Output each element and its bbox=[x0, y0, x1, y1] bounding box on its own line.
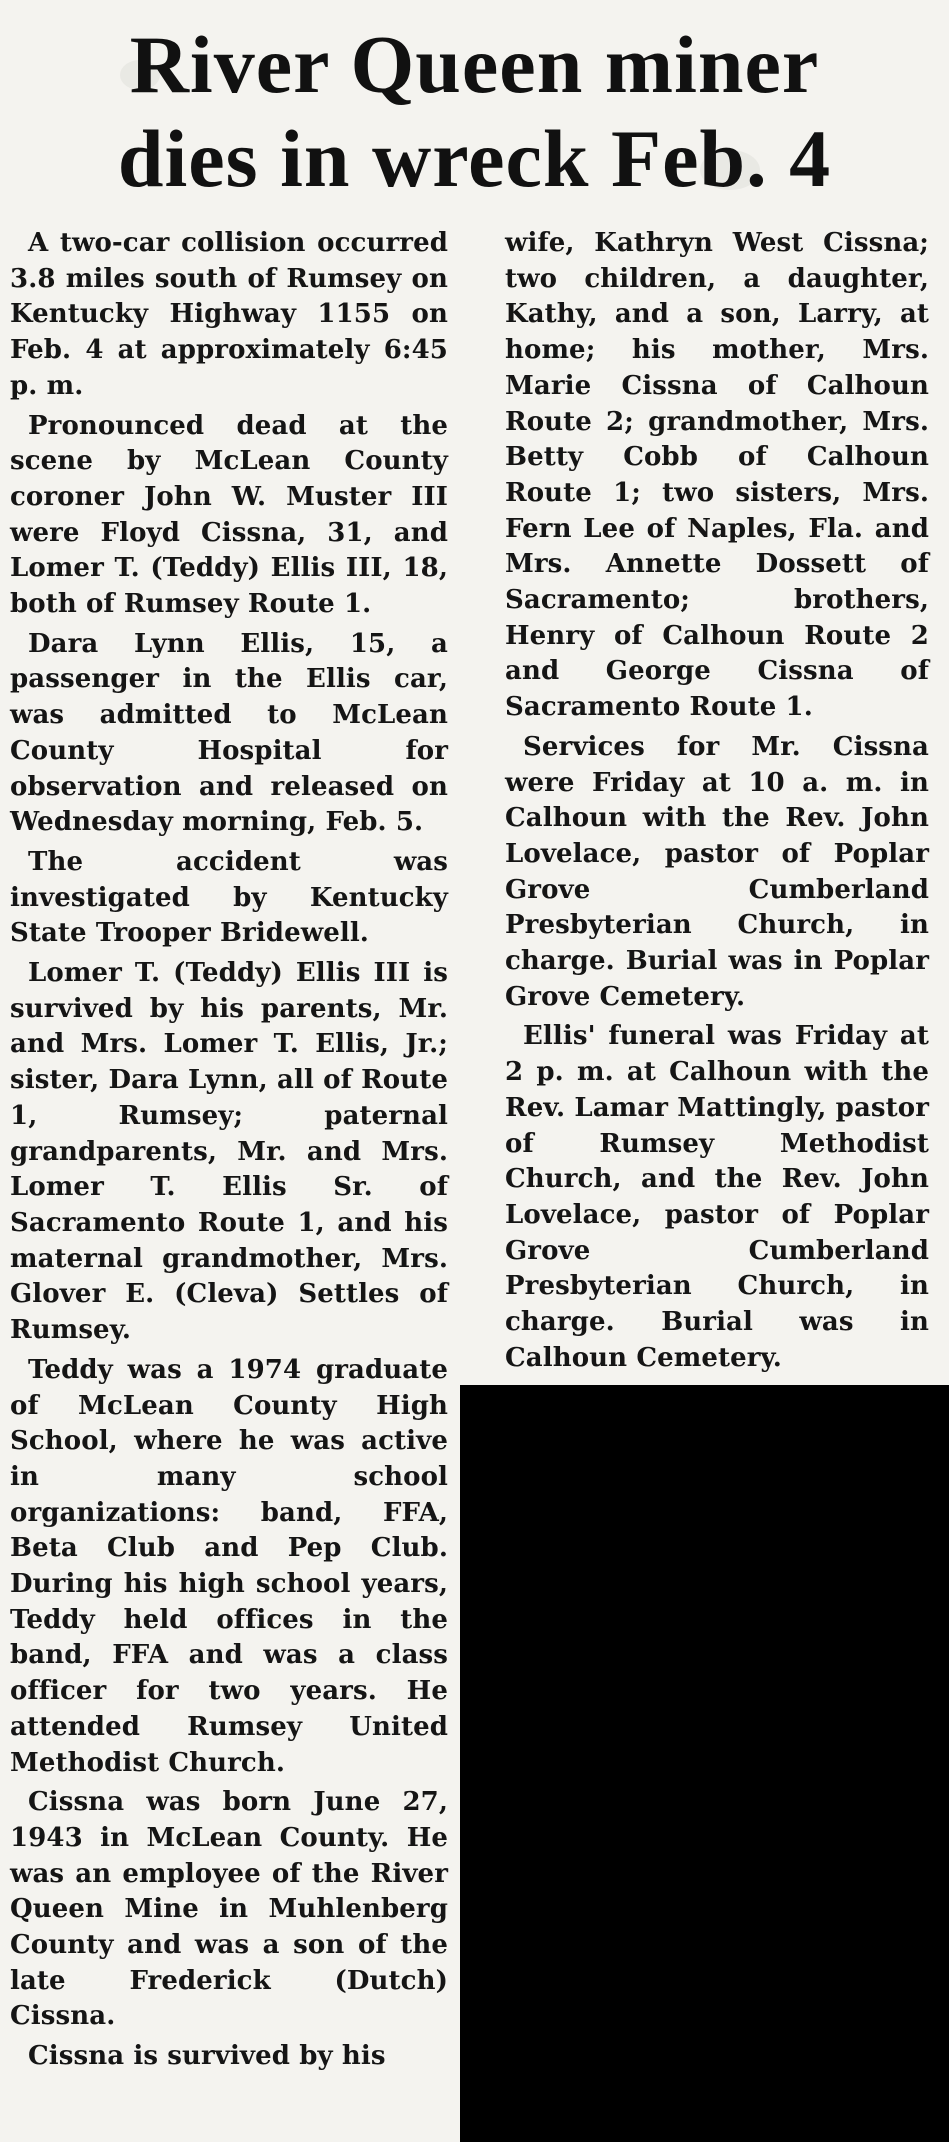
article-paragraph: Teddy was a 1974 graduate of McLean County High School, where he was active in many school organizations: band, FFA, Beta Club and Pep Club. During his high school years, Teddy held offices in the band, FFA and was a class officer for two years. He attended Rumsey United Methodist Church. bbox=[10, 1354, 448, 1778]
article-paragraph: Pronounced dead at the scene by McLean County coroner John W. Muster III were Floyd Cissna, 31, and Lomer T. (Teddy) Ellis III, 18, both of Rumsey Route 1. bbox=[10, 410, 448, 620]
headline bbox=[0, 18, 949, 206]
article-paragraph-continuation: wife, Kathryn West Cissna; two children, a daughter, Kathy, and a son, Larry, at home; his mother, Mrs. Marie Cissna of Calhoun Route 2; grandmother, Mrs. Betty Cobb of Calhoun Route 1; two sisters, Mrs. Fern Lee of Naples, Fla. and Mrs. Annette Dossett of Sacramento; brothers, Henry of Calhoun Route 2 and George Cissna of Sacramento Route 1. bbox=[505, 228, 929, 723]
article-paragraph: A two-car collision occurred 3.8 miles south of Rumsey on Kentucky Highway 1155 on Feb. 4 at approximately 6:45 p. m. bbox=[10, 228, 448, 401]
article-paragraph: The accident was investigated by Kentucky State Trooper Bridewell. bbox=[10, 846, 448, 949]
article-paragraph: Cissna was born June 27, 1943 in McLean County. He was an employee of the River Queen Mine in Muhlenberg County and was a son of the late Frederick (Dutch) Cissna. bbox=[10, 1787, 448, 2032]
article-paragraph: Ellis' funeral was Friday at 2 p. m. at Calhoun with the Rev. Lamar Mattingly, pastor of Rumsey Methodist Church, and the Rev. John Lovelace, pastor of Poplar Grove Cumberland Presbyterian Church, in charge. Burial was in Calhoun Cemetery. bbox=[505, 1021, 929, 1373]
headline-line-1: River Queen miner bbox=[129, 19, 820, 110]
headline-line-2: dies in wreck Feb. 4 bbox=[117, 113, 832, 204]
article-paragraph: Dara Lynn Ellis, 15, a passenger in the Ellis car, was admitted to McLean County Hospital for observation and released on Wednesday morning, Feb. 5. bbox=[10, 628, 448, 838]
article-paragraph: Services for Mr. Cissna were Friday at 10 a. m. in Calhoun with the Rev. John Lovelace, pastor of Poplar Grove Cumberland Presbyterian Church, in charge. Burial was in Poplar Grove Cemetery. bbox=[505, 731, 929, 1012]
blank-clipping-area bbox=[460, 1385, 949, 2142]
article-paragraph: Cissna is survived by his bbox=[28, 2041, 386, 2072]
article-column-left bbox=[10, 226, 448, 2079]
article-column-right bbox=[505, 226, 929, 1381]
article-paragraph: Lomer T. (Teddy) Ellis III is survived by his parents, Mr. and Mrs. Lomer T. Ellis, Jr.; sister, Dara Lynn, all of Route 1, Rumsey; paternal grandparents, Mr. and Mrs. Lomer T. Ellis Sr. of Sacramento Route 1, and his maternal grandmother, Mrs. Glover E. (Cleva) Settles of Rumsey. bbox=[10, 958, 448, 1346]
